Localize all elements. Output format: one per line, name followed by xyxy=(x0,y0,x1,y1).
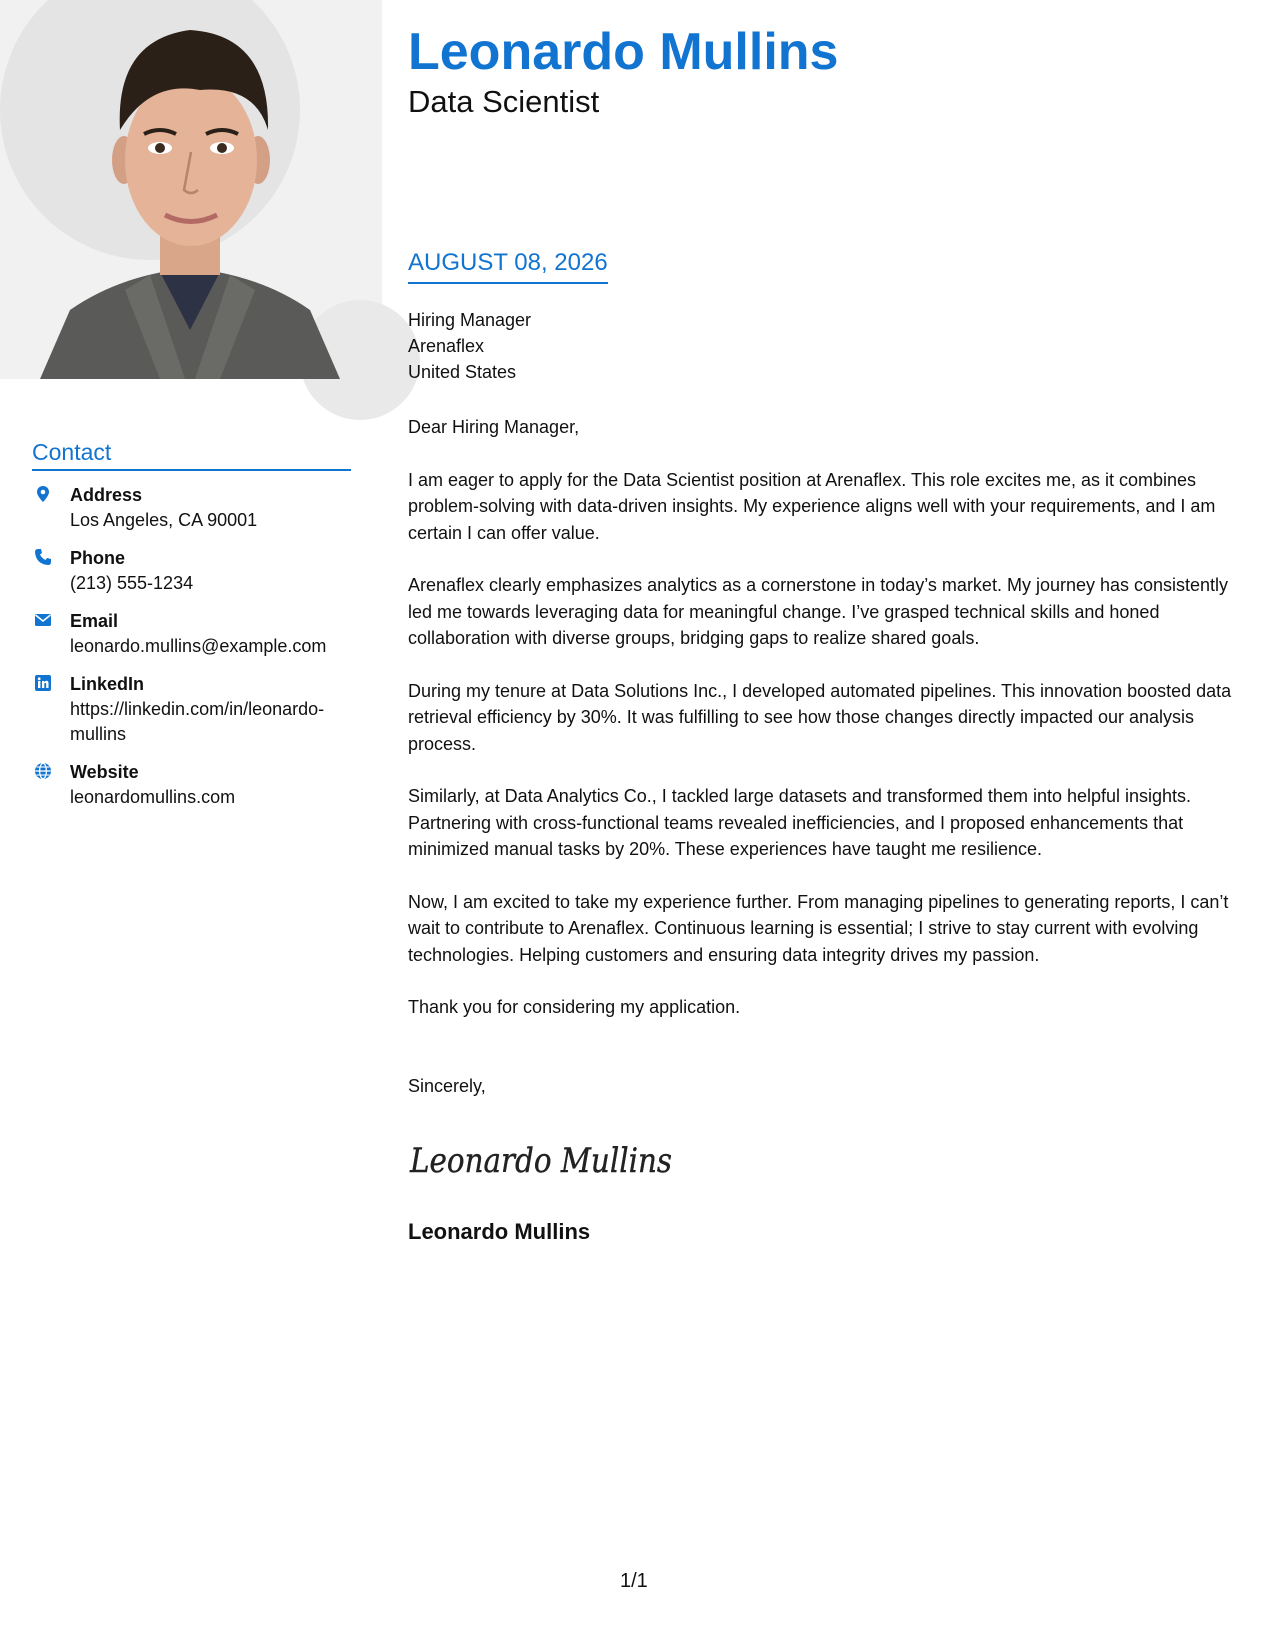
body-paragraph: During my tenure at Data Solutions Inc., I developed automated pipelines. This innovation boosted data retrieval efficiency by 30%. It was fulfilling to see how those changes directly impacted our analysis process. xyxy=(408,680,1232,754)
contact-heading: Contact xyxy=(32,437,351,471)
recipient-block xyxy=(408,307,531,385)
body-paragraph: Arenaflex clearly emphasizes analytics as a cornerstone in today’s market. My journey has consistently led me towards leveraging data for meaningful change. I’ve grasped technical skills and honed collaboration with diverse groups, bridging gaps to realize shared goals. xyxy=(408,575,1229,648)
recipient-line: Arenaflex xyxy=(408,336,485,356)
recipient-line: Hiring Manager xyxy=(408,310,532,330)
salutation: Dear Hiring Manager, xyxy=(408,417,580,437)
address-label: Address xyxy=(70,485,143,505)
profile-photo xyxy=(0,0,382,379)
website-label: Website xyxy=(70,762,139,782)
page-number: 1/1 xyxy=(620,1570,648,1592)
letter-date: AUGUST 08, 2026 xyxy=(408,248,608,284)
linkedin-value[interactable]: https://linkedin.com/in/leonardo-mullins xyxy=(70,699,325,744)
body-paragraph: Similarly, at Data Analytics Co., I tackled large datasets and transformed them into helpful insights. Partnering with cross-functional teams revealed inefficiencies, and I proposed enhancements that minimized manual tasks by 20%. These experiences have taught me resilience. xyxy=(408,786,1192,859)
contact-linkedin xyxy=(32,672,362,747)
linkedin-icon xyxy=(34,674,52,692)
recipient-line: United States xyxy=(408,362,517,382)
body-paragraph: Thank you for considering my application. xyxy=(408,997,741,1017)
contact-website xyxy=(32,760,362,810)
contact-list xyxy=(32,483,362,823)
website-value[interactable]: leonardomullins.com xyxy=(70,787,236,807)
envelope-icon xyxy=(34,611,52,629)
contact-address xyxy=(32,483,362,533)
phone-icon xyxy=(34,548,52,566)
linkedin-label: LinkedIn xyxy=(70,674,145,694)
phone-label: Phone xyxy=(70,548,126,568)
applicant-name: Leonardo Mullins xyxy=(408,23,839,81)
body-paragraph: Now, I am excited to take my experience further. From managing pipelines to generating reports, I can’t wait to contribute to Arenaflex. Continuous learning is essential; I strive to stay current with evolving technologies. Helping customers and ensuring data integrity drives my passion. xyxy=(408,891,1229,965)
body-paragraph: I am eager to apply for the Data Scientist position at Arenaflex. This role excites me, as it combines problem-solving with data-driven insights. My experience aligns well with your requirements, and I am certain I can offer value. xyxy=(408,469,1216,543)
signed-name: Leonardo Mullins xyxy=(408,1219,591,1244)
globe-icon xyxy=(34,762,52,780)
svg-text:Leonardo Mullins: Leonardo Mullins xyxy=(409,1141,672,1181)
closing: Sincerely, xyxy=(408,1076,486,1096)
sidebar xyxy=(0,0,382,1650)
phone-value[interactable]: (213) 555-1234 xyxy=(70,573,194,593)
contact-phone xyxy=(32,546,362,596)
contact-email xyxy=(32,609,362,659)
signature-image xyxy=(408,1128,678,1188)
letter-body xyxy=(408,414,1248,1047)
email-value[interactable]: leonardo.mullins@example.com xyxy=(70,636,327,656)
location-pin-icon xyxy=(34,485,52,503)
job-title: Data Scientist xyxy=(408,84,600,119)
email-label: Email xyxy=(70,611,119,631)
address-value: Los Angeles, CA 90001 xyxy=(70,510,258,530)
